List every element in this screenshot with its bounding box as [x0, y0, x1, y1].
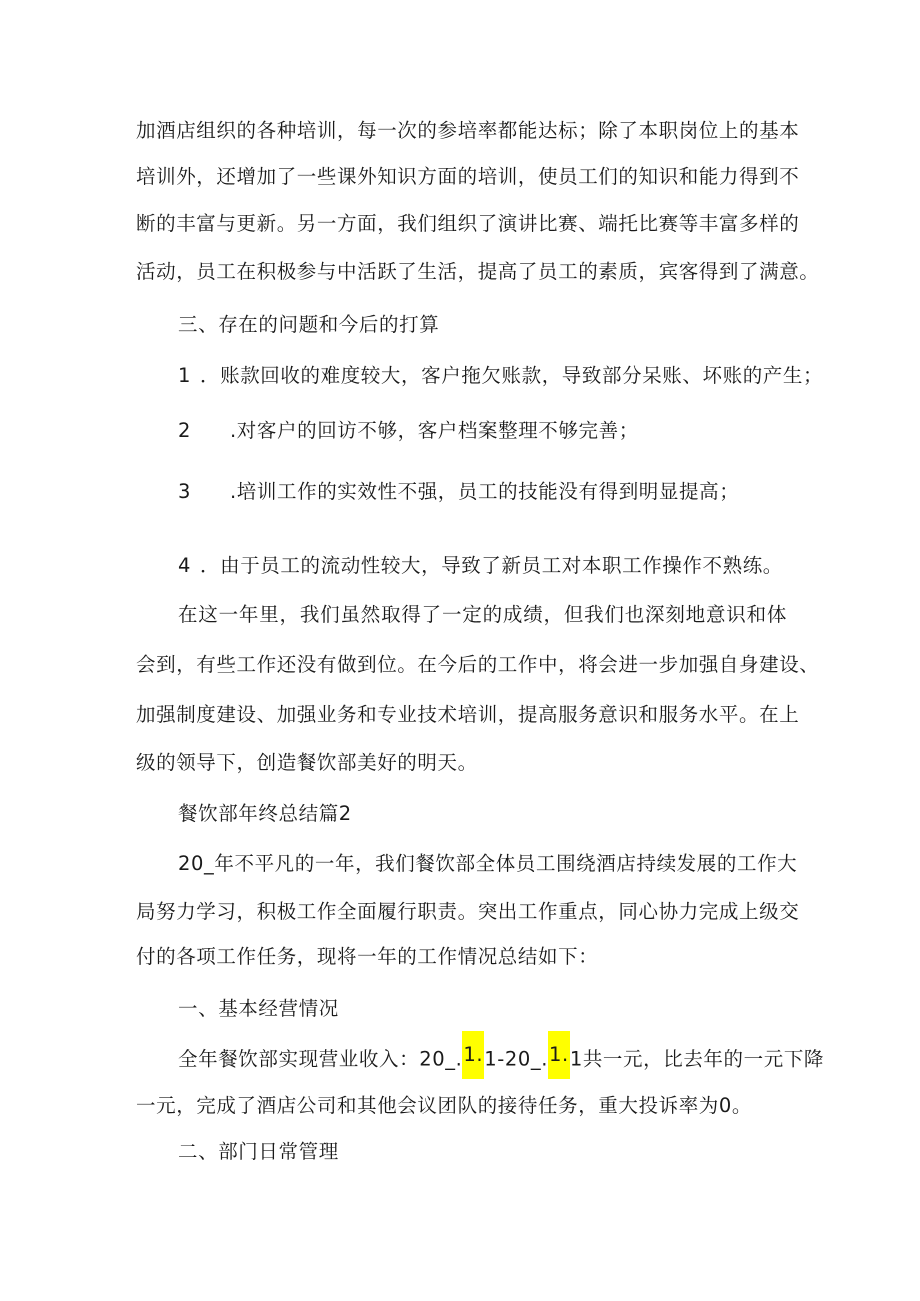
problem-text: ．账款回收的难度较大，客户拖欠账款，导致部分呆账、坏账的产生；: [200, 364, 824, 387]
revenue-prefix: 全年餐饮部实现营业收入：20_.: [178, 1047, 463, 1071]
intro-paragraph-line-2: 局努力学习，积极工作全面履行职责。突出工作重点，同心协力完成上级交: [136, 900, 800, 923]
problem-number: 4: [178, 554, 192, 577]
training-paragraph-line-2: 培训外，还增加了一些课外知识方面的培训，使员工们的知识和能力得到不: [136, 165, 800, 188]
training-paragraph-line-1: 加酒店组织的各种培训，每一次的参培率都能达标；除了本职岗位上的基本: [136, 119, 800, 142]
problem-item-4: [178, 551, 920, 581]
intro-paragraph-line-3: 付的各项工作任务，现将一年的工作情况总结如下：: [136, 945, 599, 968]
problem-item-1: [178, 361, 920, 391]
section-1-heading: 一、基本经营情况: [178, 997, 339, 1020]
problem-item-3: [178, 477, 920, 507]
section-3-heading: 三、存在的问题和今后的打算: [178, 313, 440, 336]
problem-text: .培训工作的实效性不强，员工的技能没有得到明显提高；: [230, 480, 740, 503]
conclusion-paragraph-line-2: 会到，有些工作还没有做到位。在今后的工作中，将会进一步加强自身建设、: [136, 653, 820, 676]
conclusion-paragraph-line-3: 加强制度建设、加强业务和专业技术培训，提高服务意识和服务水平。在上: [136, 703, 800, 726]
conclusion-paragraph-line-1: 在这一年里，我们虽然取得了一定的成绩，但我们也深刻地意识和体: [178, 603, 787, 626]
problem-number: 2: [178, 419, 192, 442]
revenue-paragraph-line-2: 一元，完成了酒店公司和其他会议团队的接待任务，重大投诉率为0。: [136, 1094, 753, 1117]
problem-number: 3: [178, 480, 192, 503]
intro-paragraph-line-1: 20_年不平凡的一年，我们餐饮部全体员工围绕酒店持续发展的工作大: [178, 852, 798, 875]
problem-number: 1: [178, 364, 192, 387]
revenue-suffix: 1共一元，比去年的一元下降: [569, 1047, 825, 1071]
problem-item-2: [178, 416, 920, 446]
problem-text: ．由于员工的流动性较大，导致了新员工对本职工作操作不熟练。: [200, 554, 783, 577]
training-paragraph-line-3: 断的丰富与更新。另一方面，我们组织了演讲比赛、端托比赛等丰富多样的: [136, 212, 800, 235]
training-paragraph-line-4: 活动，员工在积极参与中活跃了生活，提高了员工的素质，宾客得到了满意。: [136, 260, 820, 283]
revenue-middle: 1-20_.: [484, 1047, 548, 1071]
problem-text: .对客户的回访不够，客户档案整理不够完善；: [230, 419, 639, 442]
conclusion-paragraph-line-4: 级的领导下，创造餐饮部美好的明天。: [136, 751, 478, 774]
article-2-title: 餐饮部年终总结篇2: [178, 802, 352, 825]
highlighted-text: 1.: [548, 1031, 570, 1079]
highlighted-text: 1.: [462, 1031, 484, 1079]
section-2-heading: 二、部门日常管理: [178, 1140, 339, 1163]
revenue-paragraph-line-1: [178, 1041, 920, 1079]
